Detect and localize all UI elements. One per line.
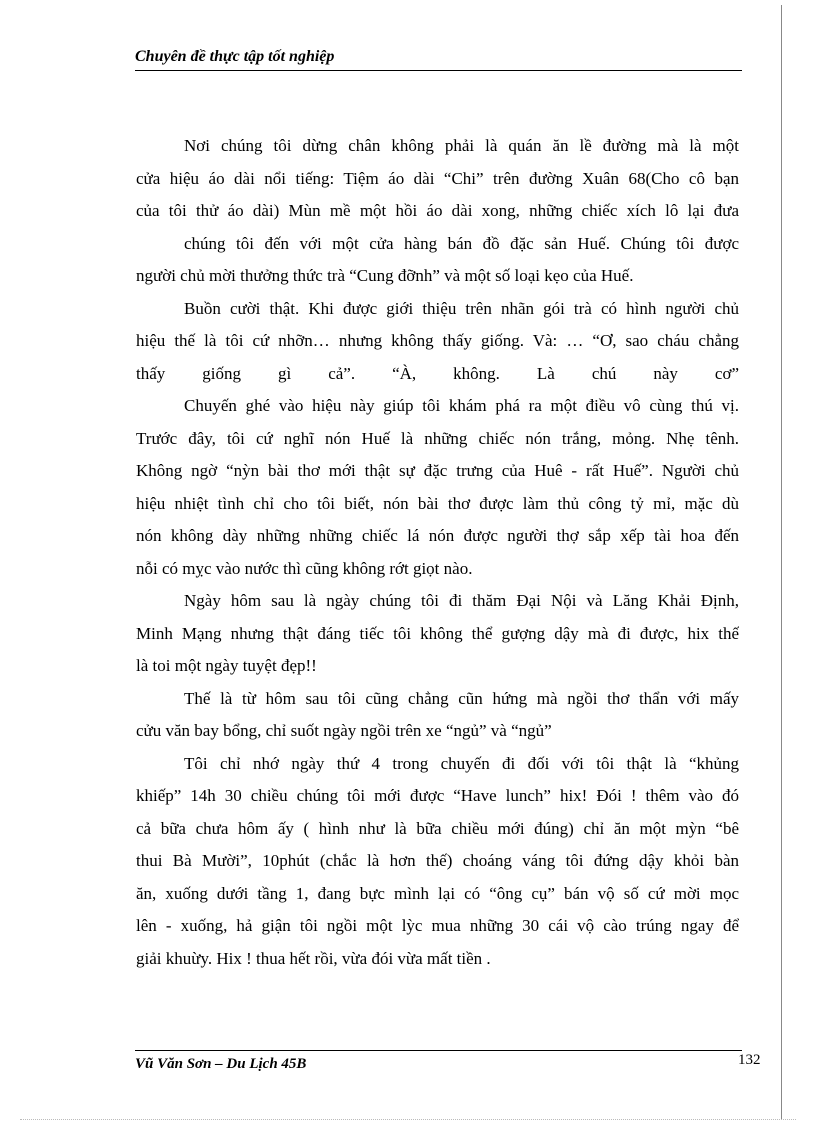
text-line: chúng tôi đến với một cửa hàng bán đồ đặc sản Huế. Chúng tôi được <box>184 233 739 253</box>
text-line: người chủ mời thưởng thức trà “Cung đỡnh” và một số loại kẹo của Huế. <box>136 266 634 285</box>
text-line: Không ngờ “nỳn bài thơ mới thật sự đặc trưng của Huê - rất Huế”. Người chủ <box>136 461 739 480</box>
text-line: Minh Mạng nhưng thật đáng tiếc tôi không thể gượng dậy mà đi được, hix thế <box>136 623 739 643</box>
text-line: Buồn cười thật. Khi được giới thiệu trên nhãn gói trà có hình người chủ <box>184 298 739 318</box>
footer-rule <box>135 1050 742 1051</box>
text-line: hiệu nhiệt tình chỉ cho tôi biết, nón bài thơ được làm thủ công tỷ mỉ, mặc dù <box>136 493 739 513</box>
text-line: là toi một ngày tuyệt đẹp!! <box>136 656 317 675</box>
text-line: khiếp” 14h 30 chiều chúng tôi mới được “Have lunch” hix! Đói ! thêm vào đó <box>136 786 739 805</box>
text-line: ăn, xuống dưới tầng 1, đang bực mình lại có “ông cụ” bán vộ số cứ mời mọc <box>136 883 739 903</box>
footer-author: Vũ Văn Sơn – Du Lịch 45B <box>135 1056 307 1072</box>
text-line: hiệu thế là tôi cứ nhỡn… nhưng không thấy giống. Và: … “Ơ, sao cháu chẳng <box>136 331 739 350</box>
text-line: Tôi chỉ nhớ ngày thứ 4 trong chuyến đi đối với tôi thật là “khủng <box>184 753 739 773</box>
text-line: nỗi có mỵc vào nước thì cũng không rớt giọt nào. <box>136 558 473 578</box>
text-line: của tôi thử áo dài) Mùn mề một hồi áo dài xong, những chiếc xích lô lại đưa <box>136 201 739 220</box>
text-line: cửu văn bay bổng, chỉ suốt ngày ngồi trên xe “ngủ” và “ngủ” <box>136 721 552 740</box>
text-line: cửa hiệu áo dài nổi tiếng: Tiệm áo dài “Chi” trên đường Xuân 68(Cho cô bạn <box>136 168 739 188</box>
text-line: cả bữa chưa hôm ấy ( hình như là bữa chiều mới đúng) chỉ ăn một mỳn “bê <box>136 818 739 838</box>
text-line: Thế là từ hôm sau tôi cũng chẳng cũn hứng mà ngồi thơ thẩn với mấy <box>184 688 739 708</box>
text-line: Nơi chúng tôi dừng chân không phải là quán ăn lề đường mà là một <box>184 136 739 155</box>
header-rule <box>135 70 742 71</box>
text-line: thui Bà Mười”, 10phút (chắc là hơn thế) choáng váng tôi đứng dậy khỏi bàn <box>136 851 739 870</box>
page-bottom-divider <box>20 1119 796 1120</box>
text-line: Ngày hôm sau là ngày chúng tôi đi thăm Đại Nội và Lăng Khải Định, <box>184 591 739 610</box>
text-line: nón không dày những những chiếc lá nón được người thợ sắp xếp tài hoa đến <box>136 526 739 545</box>
body-text <box>136 130 739 975</box>
text-line: Chuyến ghé vào hiệu này giúp tôi khám phá ra một điều vô cùng thú vị. <box>184 396 739 415</box>
text-line: giải khuừy. Hix ! thua hết rồi, vừa đói vừa mất tiền . <box>136 948 491 968</box>
header-title: Chuyên đề thực tập tốt nghiệp <box>135 48 335 65</box>
page-number: 132 <box>738 1052 761 1068</box>
text-line: Trước đây, tôi cứ nghĩ nón Huế là những chiếc nón trắng, mỏng. Nhẹ tênh. <box>136 428 739 448</box>
text-line: lên - xuống, hả giận tôi ngồi một lỳc mua những 30 cái vộ cào trúng ngay để <box>136 916 739 935</box>
text-line: thấy giống gì cả”. “À, không. Là chú này cơ” <box>136 363 739 383</box>
